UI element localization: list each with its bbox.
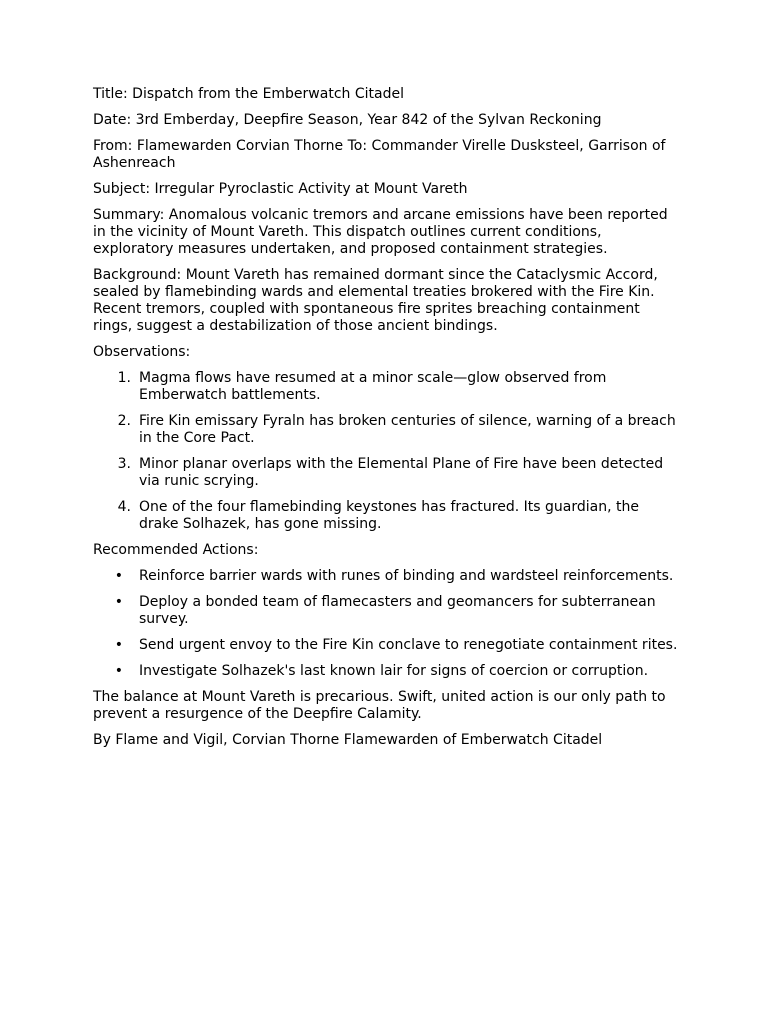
document-subject: Subject: Irregular Pyroclastic Activity at Mount Vareth [93,181,468,197]
list-item [93,456,679,490]
bullet-icon: • [114,663,123,679]
document-from-to: From: Flamewarden Corvian Thorne To: Commander Virelle Dusksteel, Garrison of Ashenreach [93,138,666,171]
list-item-text: Investigate Solhazek's last known lair for signs of coercion or corruption. [139,663,649,679]
list-item-text: Magma flows have resumed at a minor scale—glow observed from Emberwatch battlements. [139,370,607,403]
list-item-text: Deploy a bonded team of flamecasters and geomancers for subterranean survey. [139,594,656,627]
list-item-text: Fire Kin emissary Fyraln has broken centuries of silence, warning of a breach in the Core Pact. [139,413,676,446]
document-closing: The balance at Mount Vareth is precarious. Swift, united action is our only path to prevent a resurgence of the Deepfire Calamity. [93,689,666,722]
list-item-text: One of the four flamebinding keystones has fractured. Its guardian, the drake Solhazek, has gone missing. [139,499,639,532]
bullet-icon: • [114,568,123,584]
actions-list [93,568,679,680]
list-item-text: Reinforce barrier wards with runes of binding and wardsteel reinforcements. [139,568,674,584]
document-signature: By Flame and Vigil, Corvian Thorne Flamewarden of Emberwatch Citadel [93,732,603,748]
bullet-icon: • [114,594,123,610]
observations-list [93,370,679,533]
document-background: Background: Mount Vareth has remained dormant since the Cataclysmic Accord, sealed by flamebinding wards and elemental treaties brokered with the Fire Kin. Recent tremors, coupled with spontaneous fire sprites breaching containment rings, suggest a destabilization of those ancient bindings. [93,267,658,334]
document-date: Date: 3rd Emberday, Deepfire Season, Year 842 of the Sylvan Reckoning [93,112,602,128]
list-item [93,499,679,533]
list-item [93,637,679,654]
list-item-text: Send urgent envoy to the Fire Kin conclave to renegotiate containment rites. [139,637,678,653]
actions-heading: Recommended Actions: [93,542,259,558]
list-item [93,568,679,585]
list-item [93,370,679,404]
document-page [93,86,679,758]
list-item [93,594,679,628]
list-number: 4. [117,499,131,515]
list-number: 3. [117,456,131,472]
bullet-icon: • [114,637,123,653]
list-item [93,413,679,447]
list-number: 1. [117,370,131,386]
document-summary: Summary: Anomalous volcanic tremors and arcane emissions have been reported in the vicinity of Mount Vareth. This dispatch outlines current conditions, exploratory measures undertaken, and proposed containment strategies. [93,207,668,257]
document-title: Title: Dispatch from the Emberwatch Citadel [93,86,404,102]
observations-heading: Observations: [93,344,191,360]
list-number: 2. [117,413,131,429]
list-item-text: Minor planar overlaps with the Elemental Plane of Fire have been detected via runic scrying. [139,456,664,489]
list-item [93,663,679,680]
